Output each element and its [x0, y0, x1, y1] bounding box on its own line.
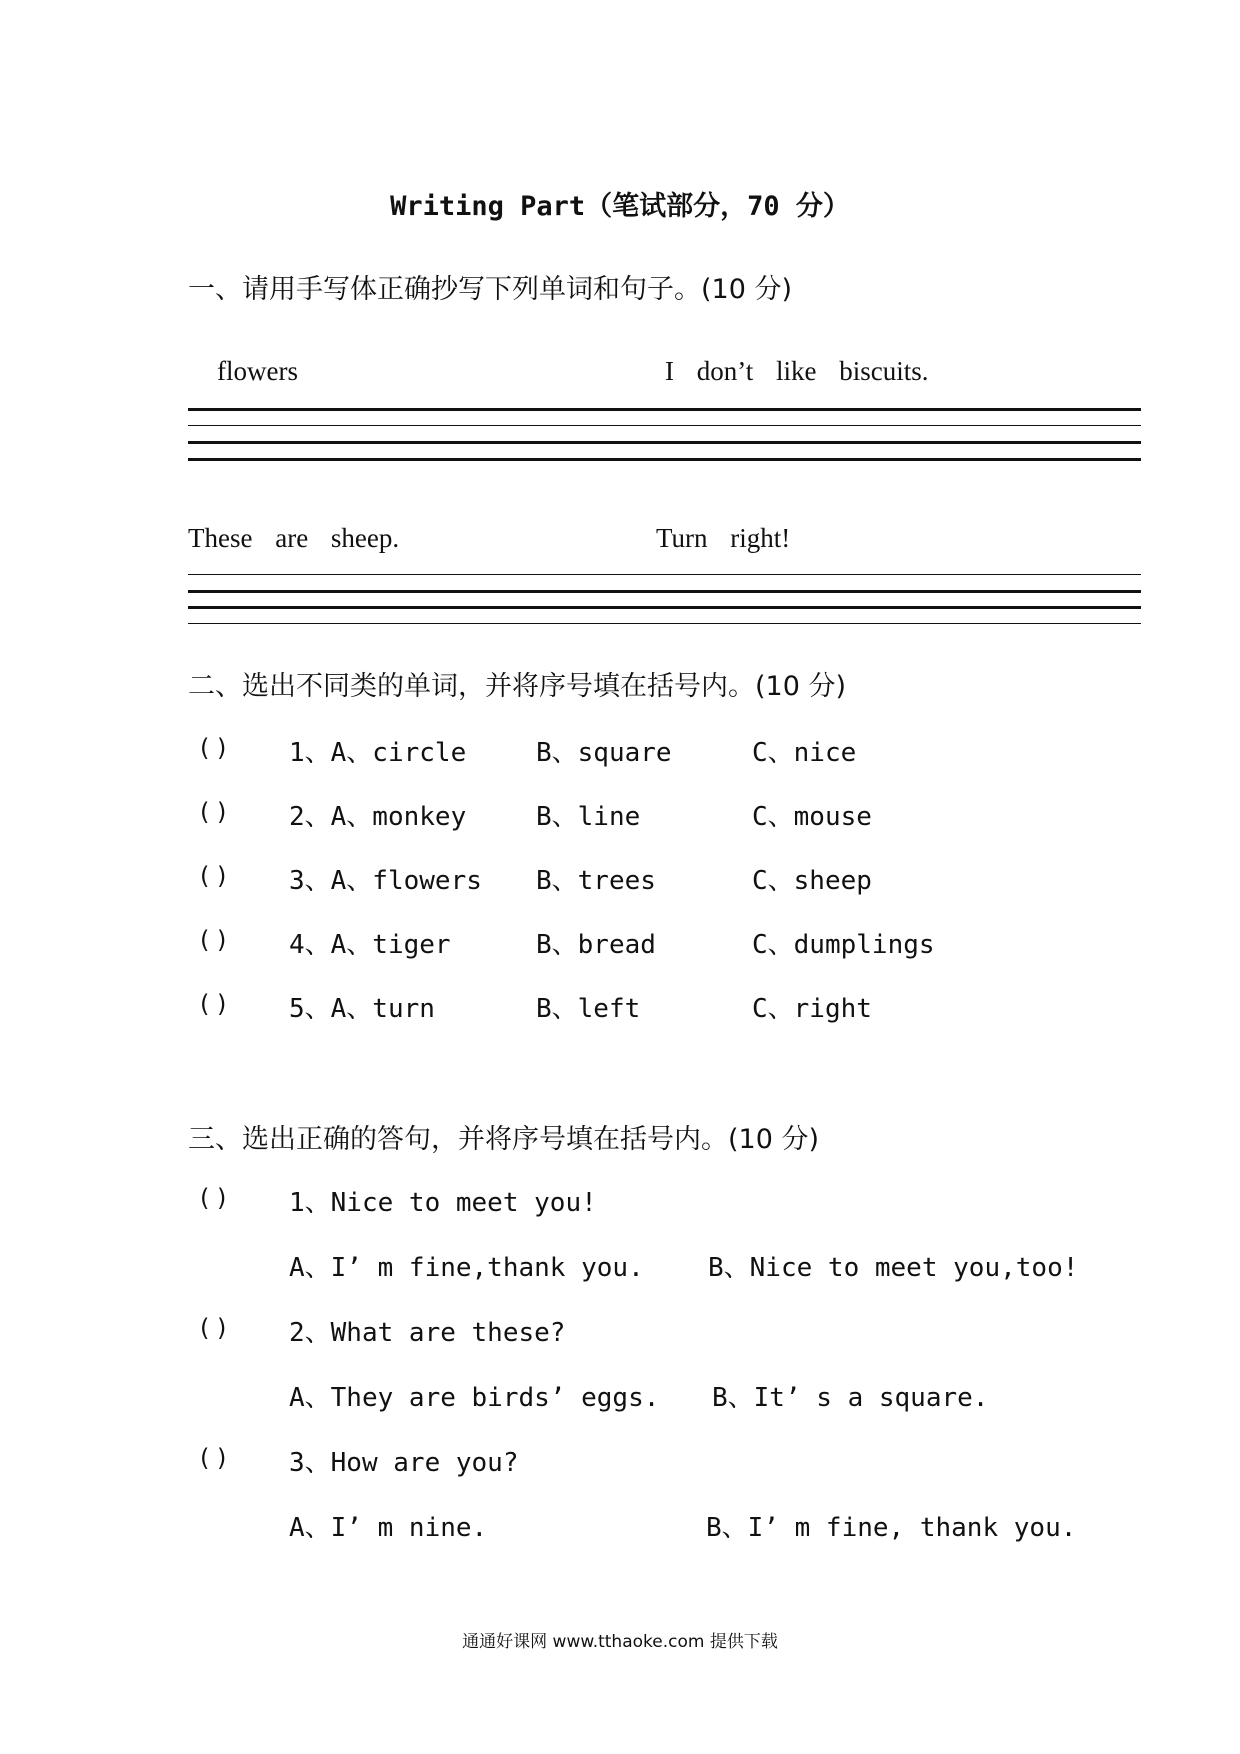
writing-line	[188, 623, 1141, 624]
question-text: 2、What are these?	[289, 1318, 566, 1348]
writing-line	[188, 458, 1141, 461]
answer-option-b: B、I’ m fine, thank you.	[706, 1513, 1077, 1543]
footer-credit: 通通好课网 www.tthaoke.com 提供下载	[462, 1632, 778, 1652]
section2-heading: 二、选出不同类的单词，并将序号填在括号内。(10 分)	[188, 671, 847, 702]
writing-line	[188, 574, 1141, 575]
answer-option-a: A、They are birds’ eggs.	[289, 1383, 660, 1413]
section3-heading: 三、选出正确的答句，并将序号填在括号内。(10 分)	[188, 1124, 820, 1155]
answer-blank[interactable]: ( )	[200, 734, 227, 762]
answer-blank[interactable]: ( )	[200, 1314, 227, 1342]
answer-blank[interactable]: ( )	[200, 862, 227, 890]
copy-sentence-sheep: These are sheep.	[188, 523, 400, 553]
option-a: 5、A、turn	[289, 994, 435, 1024]
option-c: C、right	[752, 994, 872, 1024]
answer-option-a: A、I’ m nine.	[289, 1513, 488, 1543]
answer-blank[interactable]: ( )	[200, 1184, 227, 1212]
option-a: 2、A、monkey	[289, 802, 467, 832]
writing-line	[188, 425, 1141, 426]
writing-line	[188, 441, 1141, 444]
copy-sentence-turn-right: Turn right!	[656, 523, 791, 553]
question-text: 1、Nice to meet you!	[289, 1188, 597, 1218]
answer-option-b: B、Nice to meet you,too!	[708, 1253, 1079, 1283]
option-b: B、bread	[536, 930, 656, 960]
option-b: B、left	[536, 994, 641, 1024]
answer-blank[interactable]: ( )	[200, 798, 227, 826]
option-a: 4、A、tiger	[289, 930, 451, 960]
answer-option-a: A、I’ m fine,thank you.	[289, 1253, 644, 1283]
option-c: C、sheep	[752, 866, 872, 896]
answer-blank[interactable]: ( )	[200, 1444, 227, 1472]
option-b: B、square	[536, 738, 672, 768]
option-c: C、mouse	[752, 802, 872, 832]
answer-blank[interactable]: ( )	[200, 990, 227, 1018]
answer-blank[interactable]: ( )	[200, 926, 227, 954]
copy-sentence-biscuits: I don’t like biscuits.	[665, 356, 929, 386]
writing-line	[188, 606, 1141, 609]
option-a: 3、A、flowers	[289, 866, 482, 896]
section1-heading: 一、请用手写体正确抄写下列单词和句子。(10 分)	[188, 274, 793, 305]
question-text: 3、How are you?	[289, 1448, 519, 1478]
writing-line	[188, 590, 1141, 593]
option-c: C、nice	[752, 738, 857, 768]
copy-word-flowers: flowers	[217, 356, 298, 386]
option-a: 1、A、circle	[289, 738, 467, 768]
page-title: Writing Part（笔试部分，70 分）	[390, 191, 850, 222]
option-c: C、dumplings	[752, 930, 935, 960]
option-b: B、trees	[536, 866, 656, 896]
answer-option-b: B、It’ s a square.	[712, 1383, 989, 1413]
option-b: B、line	[536, 802, 641, 832]
writing-line	[188, 408, 1141, 411]
